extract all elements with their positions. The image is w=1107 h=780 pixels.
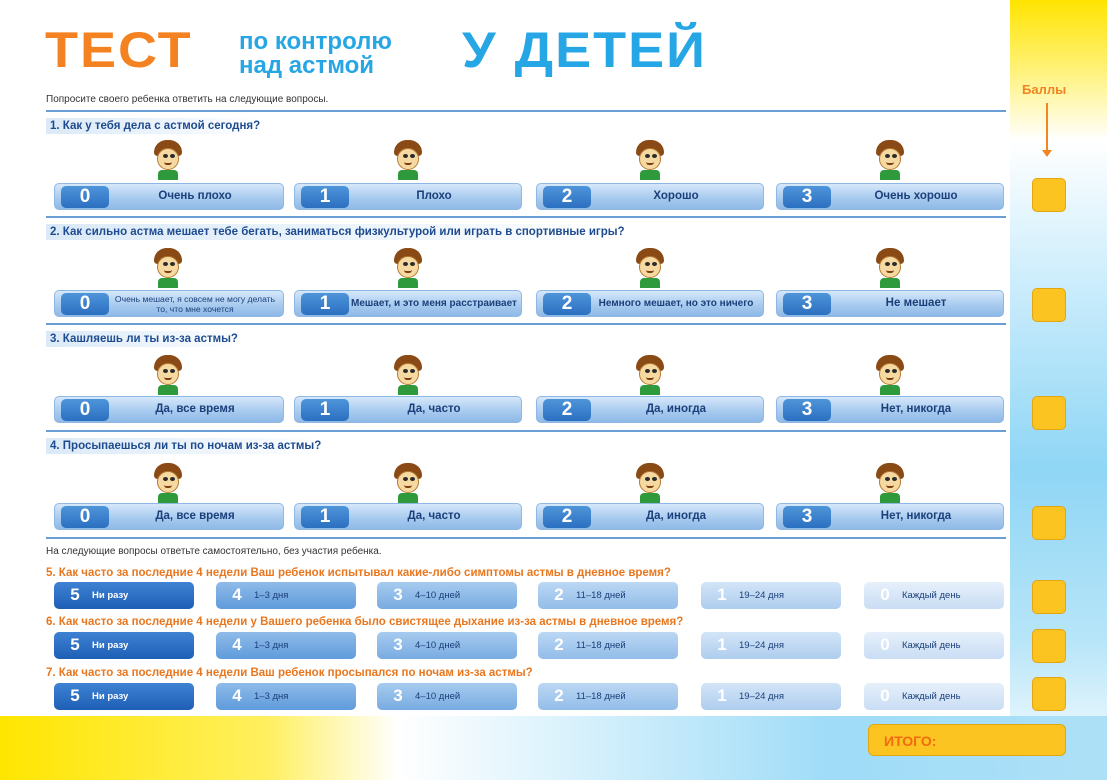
q3-option-1[interactable] — [294, 396, 522, 423]
option-score: 1 — [301, 186, 349, 208]
score-box-q4[interactable] — [1032, 506, 1066, 540]
child-face-icon — [152, 140, 184, 180]
question-7: 7. Как часто за последние 4 недели Ваш ребенок просыпался по ночам из-за астмы? — [46, 667, 533, 679]
q5-option-1[interactable] — [701, 582, 841, 609]
q2-option-0[interactable] — [54, 290, 284, 317]
q7-option-2[interactable] — [538, 683, 678, 710]
divider — [46, 110, 1006, 112]
child-face-icon — [874, 248, 906, 288]
divider — [46, 216, 1006, 218]
option-label: Ни разу — [92, 640, 129, 651]
q7-option-5[interactable] — [54, 683, 194, 710]
option-label: Очень плохо — [158, 190, 232, 202]
option-score: 4 — [232, 585, 242, 604]
q1-option-2[interactable] — [536, 183, 764, 210]
child-face-icon — [874, 355, 906, 395]
option-score: 2 — [543, 293, 591, 315]
option-score: 2 — [554, 585, 564, 604]
option-label: Мешает, и это меня расстраивает — [351, 297, 517, 309]
score-column-background — [1010, 0, 1107, 780]
option-score: 4 — [232, 635, 242, 654]
q3-option-2[interactable] — [536, 396, 764, 423]
q5-option-2[interactable] — [538, 582, 678, 609]
option-score: 1 — [301, 293, 349, 315]
child-face-icon — [152, 355, 184, 395]
option-label: Каждый день — [902, 590, 961, 601]
child-instruction: Попросите своего ребенка ответить на следующие вопросы. — [46, 94, 329, 105]
option-label: Да, часто — [407, 403, 461, 415]
option-label: Очень хорошо — [874, 190, 958, 202]
q5-option-5[interactable] — [54, 582, 194, 609]
option-label: 11–18 дней — [576, 691, 626, 702]
option-label: 11–18 дней — [576, 590, 626, 601]
option-label: Ни разу — [92, 590, 129, 601]
option-score: 1 — [301, 399, 349, 421]
option-score: 0 — [880, 585, 890, 604]
child-face-icon — [874, 140, 906, 180]
total-label: ИТОГО: — [884, 733, 937, 749]
question-1: 1. Как у тебя дела с астмой сегодня? — [46, 118, 264, 134]
option-label: 1–3 дня — [254, 640, 289, 651]
arrow-down-icon — [1046, 103, 1048, 151]
child-face-icon — [634, 140, 666, 180]
option-label: Да, иногда — [645, 403, 707, 415]
option-label: Да, иногда — [645, 510, 707, 522]
option-label: Нет, никогда — [880, 403, 952, 415]
q6-option-5[interactable] — [54, 632, 194, 659]
option-label: Не мешает — [885, 297, 947, 309]
q1-option-0[interactable] — [54, 183, 284, 210]
q6-option-3[interactable] — [377, 632, 517, 659]
q6-option-1[interactable] — [701, 632, 841, 659]
question-2: 2. Как сильно астма мешает тебе бегать, заниматься физкультурой или играть в спортивные игры? — [46, 224, 629, 240]
q5-option-0[interactable] — [864, 582, 1004, 609]
child-face-icon — [874, 463, 906, 503]
option-label: 11–18 дней — [576, 640, 626, 651]
title-subtitle — [239, 30, 392, 78]
q6-option-0[interactable] — [864, 632, 1004, 659]
option-score: 0 — [61, 186, 109, 208]
question-6: 6. Как часто за последние 4 недели у Вашего ребенка было свистящее дыхание из-за астмы в дневное время? — [46, 616, 684, 628]
option-label: Да, все время — [155, 403, 235, 415]
option-score: 1 — [301, 506, 349, 528]
child-face-icon — [392, 463, 424, 503]
option-label: 19–24 дня — [739, 640, 784, 651]
option-score: 5 — [70, 585, 80, 604]
q1-option-3[interactable] — [776, 183, 1004, 210]
score-box-q1[interactable] — [1032, 178, 1066, 212]
q2-option-2[interactable] — [536, 290, 764, 317]
parent-instruction: На следующие вопросы ответьте самостоятельно, без участия ребенка. — [46, 546, 382, 557]
option-score: 0 — [880, 635, 890, 654]
title-test: ТЕСТ — [45, 22, 193, 79]
total-score-field[interactable] — [868, 724, 1066, 756]
option-label: 4–10 дней — [415, 691, 461, 702]
divider — [46, 430, 1006, 432]
child-face-icon — [634, 463, 666, 503]
q3-option-0[interactable] — [54, 396, 284, 423]
option-score: 3 — [783, 506, 831, 528]
question-5: 5. Как часто за последние 4 недели Ваш ребенок испытывал какие-либо симптомы астмы в дневное время? — [46, 567, 671, 579]
q4-option-3[interactable] — [776, 503, 1004, 530]
q7-option-1[interactable] — [701, 683, 841, 710]
title-children: У ДЕТЕЙ — [462, 22, 707, 79]
option-score: 0 — [880, 686, 890, 705]
child-face-icon — [392, 248, 424, 288]
option-label: Каждый день — [902, 691, 961, 702]
option-score: 4 — [232, 686, 242, 705]
option-score: 2 — [543, 399, 591, 421]
child-face-icon — [634, 355, 666, 395]
points-column-label: Баллы — [1022, 82, 1067, 97]
score-box-q5[interactable] — [1032, 580, 1066, 614]
q3-option-3[interactable] — [776, 396, 1004, 423]
q7-option-4[interactable] — [216, 683, 356, 710]
question-3: 3. Кашляешь ли ты из-за астмы? — [46, 331, 242, 347]
option-score: 5 — [70, 686, 80, 705]
option-score: 0 — [61, 506, 109, 528]
divider — [46, 537, 1006, 539]
option-label: 4–10 дней — [415, 590, 461, 601]
option-label: 1–3 дня — [254, 590, 289, 601]
option-score: 3 — [783, 293, 831, 315]
q5-option-4[interactable] — [216, 582, 356, 609]
child-face-icon — [152, 463, 184, 503]
q6-option-2[interactable] — [538, 632, 678, 659]
option-score: 0 — [61, 293, 109, 315]
option-score: 1 — [717, 686, 727, 705]
divider — [46, 323, 1006, 325]
q4-option-1[interactable] — [294, 503, 522, 530]
option-label: Очень мешает, я совсем не могу делать то, что мне хочется — [114, 293, 276, 314]
score-box-q3[interactable] — [1032, 396, 1066, 430]
option-label: Плохо — [416, 190, 452, 202]
child-face-icon — [392, 355, 424, 395]
option-label: 4–10 дней — [415, 640, 461, 651]
score-box-q6[interactable] — [1032, 629, 1066, 663]
option-label: Да, все время — [155, 510, 235, 522]
title-subtitle-line2: над астмой — [239, 52, 375, 79]
q4-option-2[interactable] — [536, 503, 764, 530]
score-box-q7[interactable] — [1032, 677, 1066, 711]
q7-option-0[interactable] — [864, 683, 1004, 710]
q1-option-1[interactable] — [294, 183, 522, 210]
q5-option-3[interactable] — [377, 582, 517, 609]
option-score: 3 — [783, 186, 831, 208]
score-box-q2[interactable] — [1032, 288, 1066, 322]
question-4: 4. Просыпаешься ли ты по ночам из-за астмы? — [46, 438, 325, 454]
option-score: 3 — [783, 399, 831, 421]
title-subtitle-line1: по контролю — [239, 28, 392, 55]
child-face-icon — [392, 140, 424, 180]
q7-option-3[interactable] — [377, 683, 517, 710]
option-label: 19–24 дня — [739, 590, 784, 601]
option-label: Да, часто — [407, 510, 461, 522]
q6-option-4[interactable] — [216, 632, 356, 659]
option-score: 2 — [554, 635, 564, 654]
option-score: 0 — [61, 399, 109, 421]
option-score: 1 — [717, 635, 727, 654]
option-score: 2 — [543, 506, 591, 528]
option-score: 2 — [554, 686, 564, 705]
option-score: 3 — [393, 585, 403, 604]
q4-option-0[interactable] — [54, 503, 284, 530]
option-label: Каждый день — [902, 640, 961, 651]
option-label: Хорошо — [653, 190, 699, 202]
option-score: 2 — [543, 186, 591, 208]
q2-option-3[interactable] — [776, 290, 1004, 317]
option-label: Немного мешает, но это ничего — [598, 297, 754, 309]
option-score: 3 — [393, 686, 403, 705]
option-score: 3 — [393, 635, 403, 654]
option-label: 19–24 дня — [739, 691, 784, 702]
option-score: 1 — [717, 585, 727, 604]
option-label: 1–3 дня — [254, 691, 289, 702]
child-face-icon — [634, 248, 666, 288]
child-face-icon — [152, 248, 184, 288]
option-label: Нет, никогда — [880, 510, 952, 522]
option-label: Ни разу — [92, 691, 129, 702]
option-score: 5 — [70, 635, 80, 654]
q2-option-1[interactable] — [294, 290, 522, 317]
